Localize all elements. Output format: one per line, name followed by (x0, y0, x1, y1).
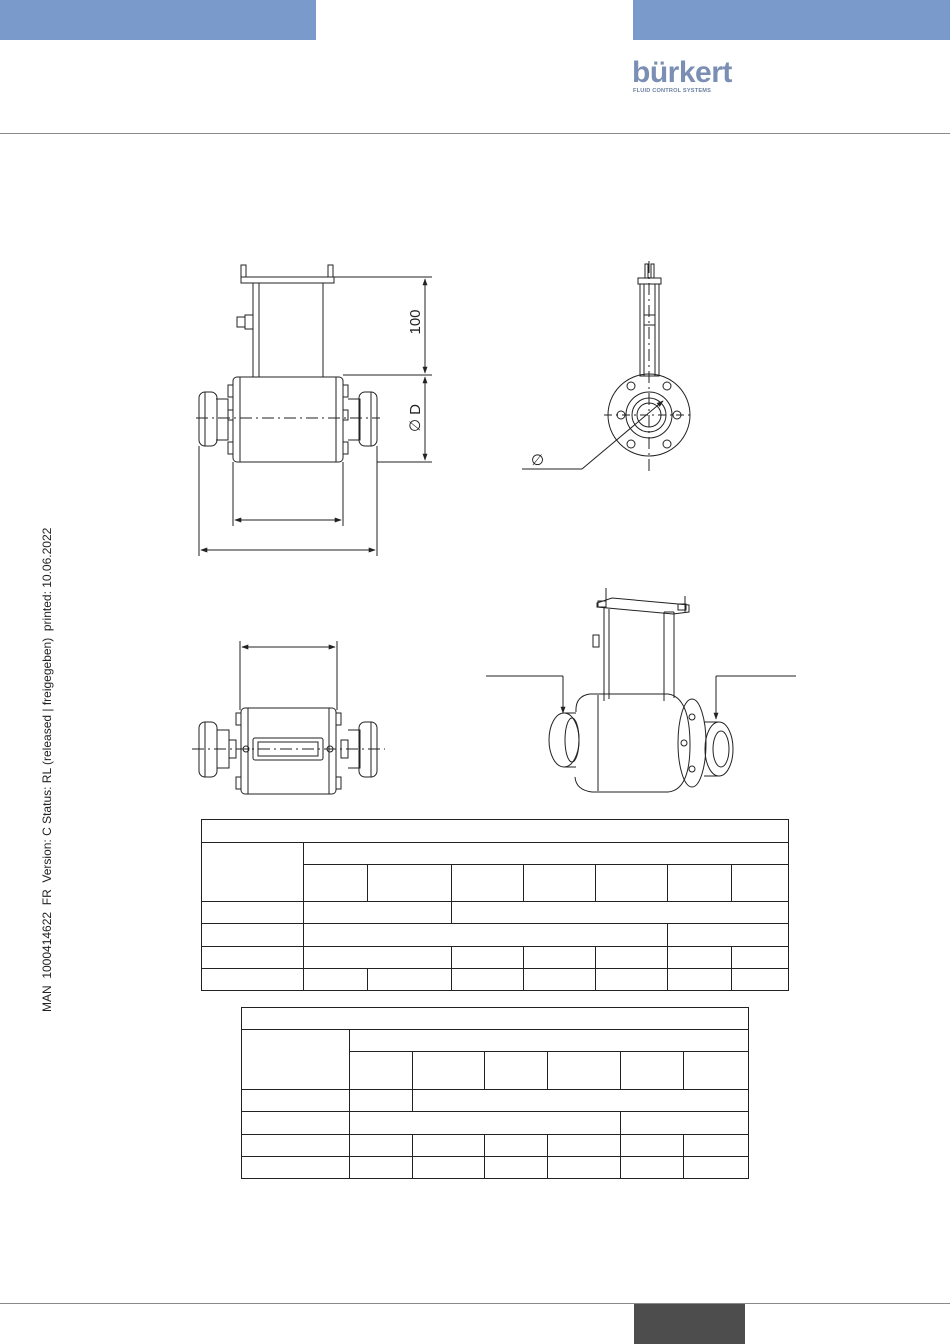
table-title-cell (202, 820, 789, 843)
table-cell (413, 1157, 485, 1179)
table-cell (548, 1157, 621, 1179)
table-cell (452, 969, 524, 991)
brand-name: bürkert (632, 56, 732, 89)
table-header-cell (596, 865, 668, 902)
table-cell (621, 1112, 749, 1135)
table-header-cell (548, 1052, 621, 1090)
table-header-cell (350, 1030, 749, 1052)
table-cell (668, 947, 732, 969)
dimension-diameter-label: ∅ (531, 452, 545, 469)
table-header-cell (621, 1052, 684, 1090)
dimension-table-1 (201, 819, 789, 991)
table-cell (304, 902, 452, 924)
table-header-cell (524, 865, 596, 902)
top-view (192, 641, 385, 794)
table-cell (524, 969, 596, 991)
table-cell (202, 902, 304, 924)
side-view (522, 261, 694, 475)
table-cell (304, 947, 452, 969)
table-header-cell (732, 865, 789, 902)
table-cell (452, 902, 789, 924)
table-cell (202, 969, 304, 991)
table-cell (485, 1157, 548, 1179)
table-cell (548, 1135, 621, 1157)
page-number-tab (634, 1304, 745, 1344)
table-cell (350, 1157, 413, 1179)
table-header-cell (304, 865, 368, 902)
table-header-cell (202, 843, 304, 902)
table-header-cell (304, 843, 789, 865)
table-row (202, 947, 789, 969)
table-row (242, 1157, 749, 1179)
table-cell (596, 969, 668, 991)
table-cell (524, 947, 596, 969)
table-row (202, 969, 789, 991)
table-cell (242, 1090, 350, 1112)
footer-divider (0, 1303, 950, 1304)
table-cell (350, 1090, 413, 1112)
table-cell (304, 924, 668, 947)
dimension-height-label: 100 (407, 309, 424, 335)
table-cell (242, 1135, 350, 1157)
table-cell (596, 947, 668, 969)
dimension-diameter-d-label: ∅ D (407, 403, 424, 433)
table-cell (668, 924, 789, 947)
table-cell (621, 1157, 684, 1179)
table-header-cell (684, 1052, 749, 1090)
table-row (242, 1090, 749, 1112)
table-cell (202, 947, 304, 969)
table-header-cell (452, 865, 524, 902)
table-cell (684, 1135, 749, 1157)
table-row (242, 1112, 749, 1135)
table-cell (304, 969, 368, 991)
table-row (202, 902, 789, 924)
table-cell (732, 969, 789, 991)
table-cell (350, 1112, 621, 1135)
table-cell (732, 947, 789, 969)
brand-tagline: FLUID CONTROL SYSTEMS (633, 88, 712, 94)
table-cell (452, 947, 524, 969)
table-cell (621, 1135, 684, 1157)
table-cell (350, 1135, 413, 1157)
document-status-note: MAN 1000414622 FR Version: C Status: RL (released | freigegeben) printed: 10.06.2022 (40, 527, 54, 1012)
table-cell (242, 1112, 350, 1135)
table-row (202, 924, 789, 947)
table-header-cell (242, 1030, 350, 1090)
table-cell (413, 1090, 749, 1112)
table-cell (242, 1157, 350, 1179)
table-cell (485, 1135, 548, 1157)
table-row (242, 1135, 749, 1157)
dimension-table-2 (241, 1007, 749, 1179)
table-title-cell (242, 1008, 749, 1030)
table-cell (668, 969, 732, 991)
table-cell (413, 1135, 485, 1157)
table-header-cell (485, 1052, 548, 1090)
table-cell (684, 1157, 749, 1179)
table-header-cell (413, 1052, 485, 1090)
table-cell (202, 924, 304, 947)
table-cell (368, 969, 452, 991)
isometric-view (486, 588, 796, 792)
table-header-cell (368, 865, 452, 902)
table-header-cell (668, 865, 732, 902)
front-view (196, 265, 432, 556)
table-header-cell (350, 1052, 413, 1090)
